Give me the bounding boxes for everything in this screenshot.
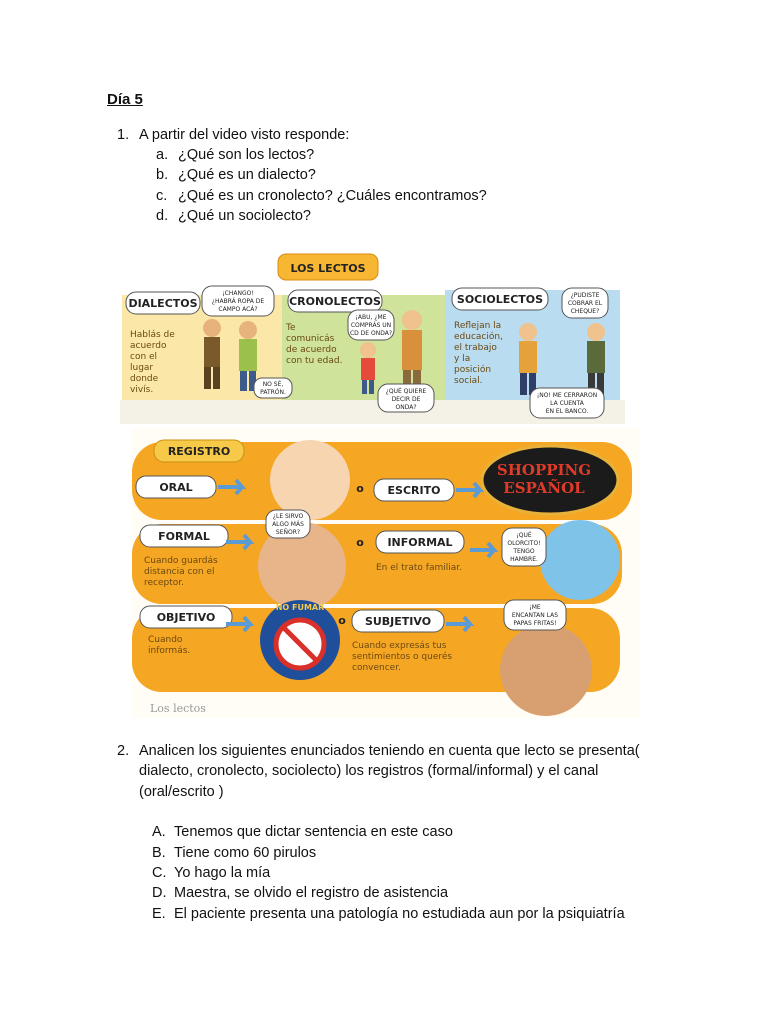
informal-bubble: HAMBRE. — [510, 556, 538, 563]
lectos-infographic — [120, 250, 645, 718]
dialectos-bubble: ¿HABRÁ ROPA DE — [211, 298, 265, 305]
dialectos-desc: con el — [130, 352, 158, 362]
question-text: A partir del video visto responde: — [139, 127, 350, 143]
item-letter: B. — [152, 845, 166, 861]
sociolectos-desc: Reflejan la — [454, 321, 502, 331]
subjetivo-bubble: ENCANTAN LAS — [511, 612, 559, 619]
dialectos-bubble: ¡CHANGO! — [222, 290, 254, 297]
formal-desc: receptor. — [144, 578, 185, 588]
informal-bubble: ¡QUÉ — [516, 532, 532, 539]
shopping-line: ESPAÑOL — [503, 479, 585, 497]
sociolectos-label: SOCIOLECTOS — [456, 293, 544, 306]
cronolectos-desc: Te — [286, 323, 296, 333]
formal-bubble: ¿LE SIRVO — [272, 513, 304, 520]
lectos-header — [278, 254, 378, 280]
subjetivo-desc: convencer. — [352, 663, 401, 673]
subjetivo-label: SUBJETIVO — [364, 615, 432, 628]
sociolectos-desc: y la — [454, 354, 471, 364]
formal-desc: distancia con el — [144, 567, 215, 577]
dialectos-desc: vivís. — [130, 385, 154, 395]
page-title: Día 5 — [107, 91, 143, 108]
dialectos-bubble: CAMPO ACÁ? — [218, 306, 258, 313]
question-number: 2. — [117, 743, 130, 759]
cronolectos-bubble: COMPRÁS UN — [350, 322, 392, 329]
or-label: o — [356, 536, 364, 549]
objetivo-desc: informás. — [148, 646, 191, 656]
dialectos-desc: donde — [130, 374, 159, 384]
oral-label: ORAL — [159, 481, 193, 494]
boy-illustration — [540, 520, 620, 600]
informal-label: INFORMAL — [387, 536, 453, 549]
sociolectos-bubble: LA CUENTA — [550, 400, 584, 407]
dialectos-bubble: NO SÉ, — [262, 381, 284, 388]
cronolectos-desc: de acuerdo — [286, 345, 337, 355]
sociolectos-desc: educación, — [454, 332, 503, 342]
subjetivo-desc: Cuando expresás tus — [352, 641, 447, 651]
waitress-illustration — [270, 440, 350, 520]
dialectos-desc: Hablás de — [130, 330, 175, 340]
no-smoking-sign — [260, 600, 340, 680]
or-label: o — [356, 482, 364, 495]
cronolectos-bubble: ¡ABU, ¿ME — [355, 314, 387, 321]
item-text: Yo hago la mía — [174, 865, 271, 881]
cronolectos-bubble: ONDA? — [395, 404, 417, 411]
dialectos-desc: lugar — [130, 363, 154, 373]
subjetivo-bubble: ¡ME — [529, 604, 541, 611]
cronolectos-desc: con tu edad. — [286, 356, 343, 366]
sociolectos-desc: posición — [454, 365, 492, 375]
handwriting-text: Los lectos — [150, 702, 206, 715]
dialectos-desc: acuerdo — [130, 341, 167, 351]
informal-desc: En el trato familiar. — [376, 563, 462, 573]
item-text: ¿Qué es un dialecto? — [178, 167, 316, 183]
sociolectos-bubble: COBRAR EL — [567, 300, 603, 307]
item-letter: c. — [156, 188, 168, 204]
item-text: ¿Qué es un cronolecto? ¿Cuáles encontramos? — [178, 188, 487, 204]
sociolectos-bubble: EN EL BANCO. — [545, 408, 589, 415]
item-letter: d. — [156, 208, 169, 224]
registro-label: REGISTRO — [167, 445, 231, 458]
or-label: o — [338, 614, 346, 627]
cronolectos-bubble: DECIR DE — [391, 396, 421, 403]
formal-bubble: SEÑOR? — [275, 529, 301, 536]
question-number: 1. — [117, 127, 130, 143]
sociolectos-bubble: ¿PUDISTE — [570, 292, 600, 299]
item-letter: a. — [156, 147, 169, 163]
sociolectos-desc: social. — [454, 376, 483, 386]
sociolectos-bubble: ¡NO! ME CERRARON — [536, 392, 598, 399]
item-letter: b. — [156, 167, 169, 183]
cronolectos-label: CRONOLECTOS — [289, 295, 381, 308]
question-text: Analicen los siguientes enunciados teniendo en cuenta que lecto se presenta( dialecto, cronolecto, sociolecto) los registros (formal/informal) y el canal (oral/escrito ) — [139, 743, 640, 800]
dialectos-bubble: PATRÓN. — [260, 389, 286, 396]
sociolectos-desc: el trabajo — [454, 343, 497, 353]
cronolectos-bubble: CD DE ONDA? — [349, 330, 393, 337]
item-letter: A. — [152, 824, 166, 840]
shopping-line: SHOPPING — [496, 461, 592, 479]
formal-bubble: ALGO MÁS — [272, 521, 304, 528]
dialectos-label: DIALECTOS — [128, 297, 198, 310]
item-text: ¿Qué son los lectos? — [178, 147, 315, 163]
cronolectos-desc: comunicás — [286, 334, 335, 344]
cronolectos-bubble: ¿QUÉ QUIERE — [385, 388, 427, 395]
subjetivo-desc: sentimientos o querés — [352, 652, 453, 662]
sign-text: NO FUMAR — [275, 603, 325, 612]
informal-bubble: TENGO — [513, 548, 535, 555]
item-text: Maestra, se olvido el registro de asistencia — [174, 885, 449, 901]
informal-bubble: OLORCITO! — [507, 540, 541, 547]
objetivo-label: OBJETIVO — [156, 611, 216, 624]
formal-label: FORMAL — [158, 530, 210, 543]
subjetivo-bubble: PAPAS FRITAS! — [513, 620, 557, 627]
item-text: El paciente presenta una patología no estudiada aun por la psiquiatría — [174, 906, 625, 922]
fries-illustration — [500, 624, 592, 716]
lectos-header-text: LOS LECTOS — [290, 262, 366, 275]
escrito-label: ESCRITO — [387, 484, 441, 497]
item-letter: E. — [152, 906, 166, 922]
sociolectos-bubble: CHEQUE? — [570, 308, 600, 315]
item-text: ¿Qué un sociolecto? — [178, 208, 311, 224]
shopping-sign — [482, 446, 618, 514]
item-text: Tenemos que dictar sentencia en este caso — [174, 824, 453, 840]
item-letter: D. — [152, 885, 167, 901]
item-letter: C. — [152, 865, 167, 881]
objetivo-desc: Cuando — [148, 635, 183, 645]
item-text: Tiene como 60 pirulos — [174, 845, 317, 861]
formal-desc: Cuando guardás — [144, 556, 218, 566]
